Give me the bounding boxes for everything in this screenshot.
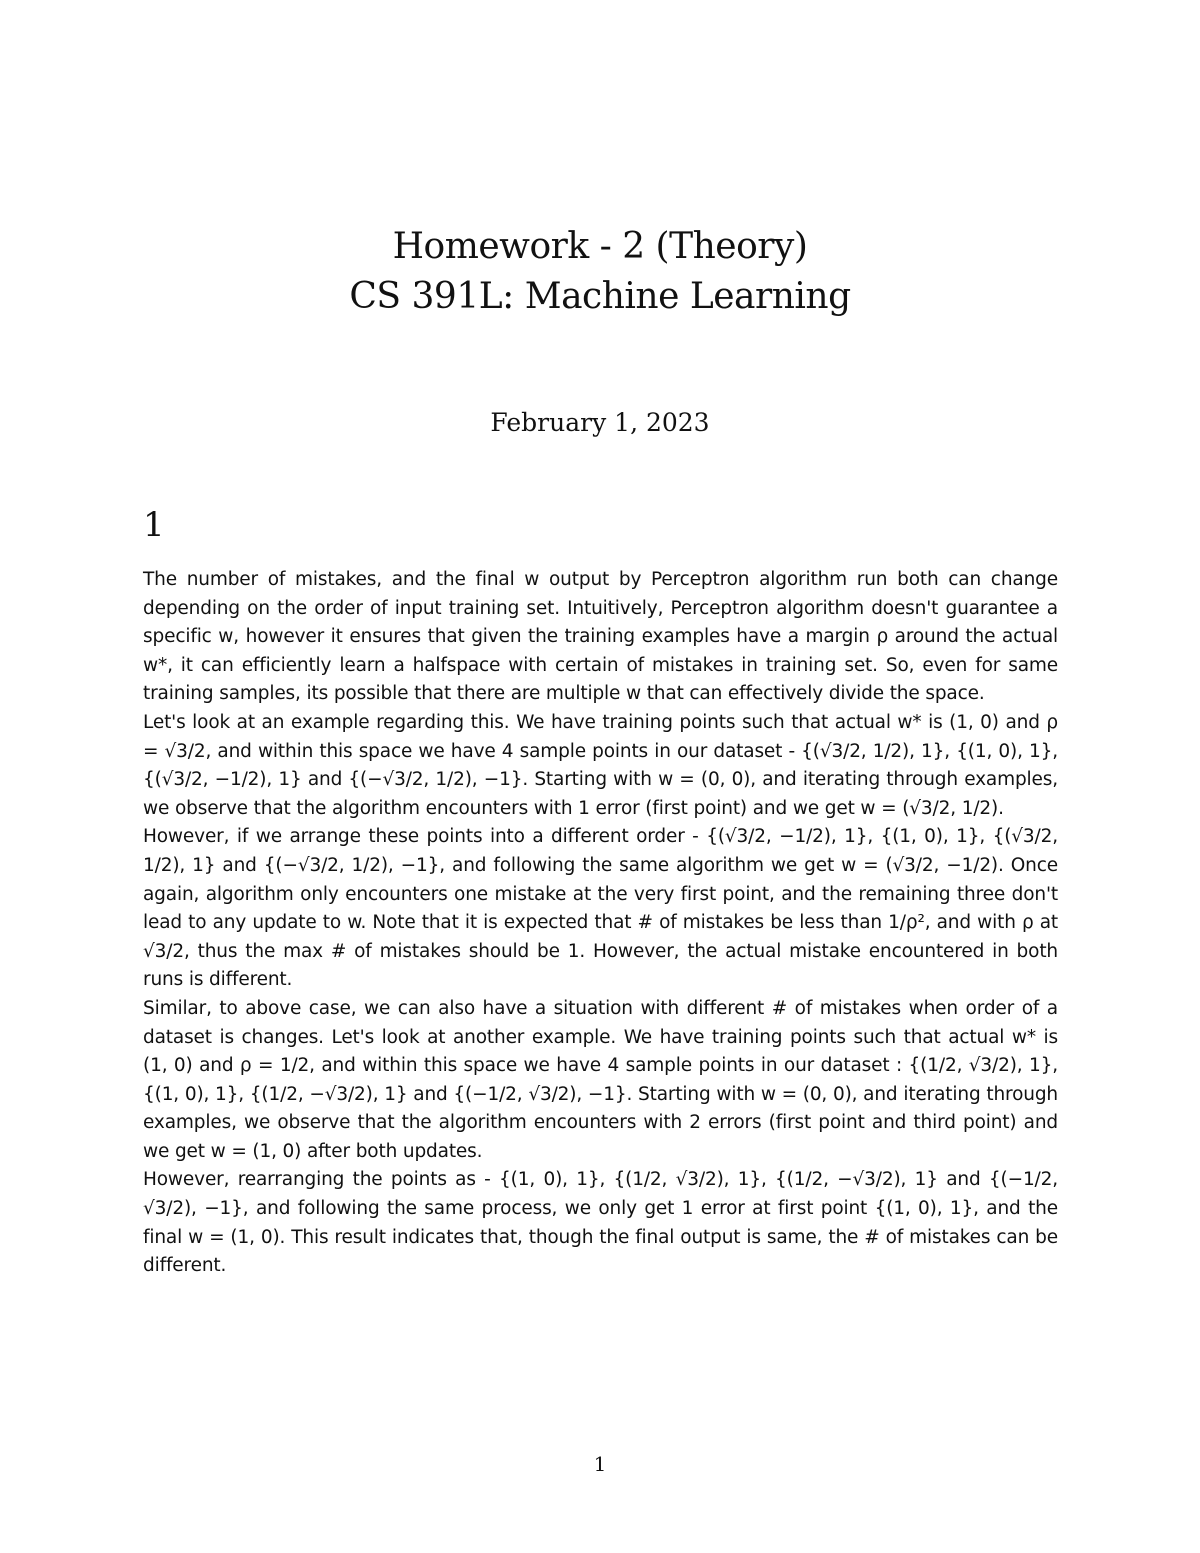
paragraph-5: However, rearranging the points as - {(1, 0), 1}, {(1/2, √3/2), 1}, {(1/2, −√3/2), 1} and {(−1/2, √3/2), −1}, and following the same process, we only get 1 error at first point {(1, 0), 1}, and the final w = (1, 0). This result indicates that, though the final output is same, the # of mistakes can be different.	[143, 1169, 1058, 1277]
paragraph-4: Similar, to above case, we can also have a situation with different # of mistakes when order of a dataset is changes. Let's look at another example. We have training points such that actual w* is (1, 0) and ρ = 1/2, and within this space we have 4 sample points in our dataset : {(1/2, √3/2), 1}, {(1, 0), 1}, {(1/2, −√3/2), 1} and {(−1/2, √3/2), −1}. Starting with w = (0, 0), and iterating through examples, we observe that the algorithm encounters with 2 errors (first point and third point) and we get w = (1, 0) after both updates.	[143, 997, 1058, 1162]
paragraph-3: However, if we arrange these points into a different order - {(√3/2, −1/2), 1}, {(1, 0), 1}, {(√3/2, 1/2), 1} and {(−√3/2, 1/2), −1}, and following the same algorithm we get w = (√3/2, −1/2). Once again, algorithm only encounters one mistake at the very first point, and the remaining three don't lead to any update to w. Note that it is expected that # of mistakes be less than 1/ρ², and with ρ at √3/2, thus the max # of mistakes should be 1. However, the actual mistake encountered in both runs is different.	[143, 826, 1058, 991]
section-body	[143, 566, 1058, 1281]
title-line-1: Homework - 2 (Theory)	[392, 226, 808, 267]
paragraph-2: Let's look at an example regarding this. We have training points such that actual w* is (1, 0) and ρ = √3/2, and within this space we have 4 sample points in our dataset - {(√3/2, 1/2), 1}, {(1, 0), 1}, {(√3/2, −1/2), 1} and {(−√3/2, 1/2), −1}. Starting with w = (0, 0), and iterating through examples, we observe that the algorithm encounters with 1 error (first point) and we get w = (√3/2, 1/2).	[143, 711, 1058, 819]
page-number: 1	[593, 1452, 607, 1476]
paragraph-1: The number of mistakes, and the final w output by Perceptron algorithm run both can change depending on the order of input training set. Intuitively, Perceptron algorithm doesn't guarantee a specific w, however it ensures that given the training examples have a margin ρ around the actual w*, it can efficiently learn a halfspace with certain of mistakes in training set. So, even for same training samples, its possible that there are multiple w that can effectively divide the space.	[143, 569, 1058, 705]
section-heading: 1	[143, 505, 165, 545]
title-line-2: CS 391L: Machine Learning	[349, 276, 851, 317]
document-title	[0, 222, 1200, 322]
document-date: February 1, 2023	[490, 408, 710, 437]
